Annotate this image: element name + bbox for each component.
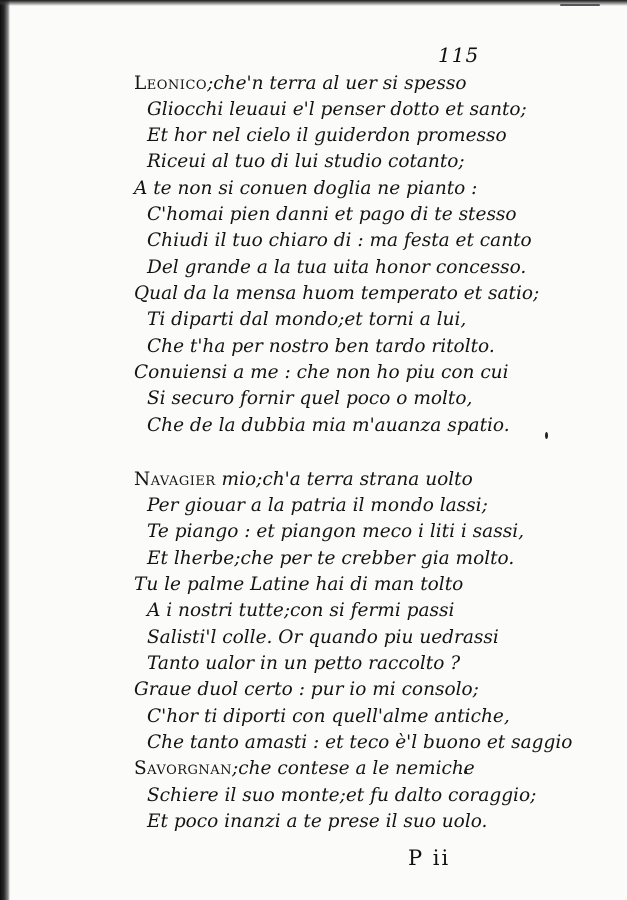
- verse-line: Gliocchi leuaui e'l penser dotto et santo;: [147, 99, 527, 120]
- verse-text: ;che contese a le nemiche: [232, 758, 475, 779]
- verse-line: [134, 467, 473, 493]
- verse-line: Et poco inanzi a te prese il suo uolo.: [147, 811, 488, 832]
- verse-line: Tanto ualor in un petto raccolto ?: [147, 653, 461, 674]
- verse-line: Del grande a la tua uita honor concesso.: [147, 257, 527, 278]
- page-shadow-left: [0, 0, 10, 900]
- verse-line: Salisti'l colle. Or quando piu uedrassi: [147, 627, 499, 648]
- verse-line: A i nostri tutte;con si fermi passi: [147, 600, 455, 621]
- addressee-name: Navagier: [134, 469, 216, 490]
- verse-line: Schiere il suo monte;et fu dalto coraggio;: [147, 785, 537, 806]
- verse-line: C'homai pien danni et pago di te stesso: [147, 204, 517, 225]
- verse-line: Ti diparti dal mondo;et torni a lui,: [147, 309, 467, 330]
- verse-text: ;che'n terra al uer si spesso: [207, 73, 467, 94]
- verse-line: Tu le palme Latine hai di man tolto: [134, 574, 464, 595]
- verse-line: A te non si conuen doglia ne pianto :: [134, 178, 478, 199]
- verse-line: Riceui al tuo di lui studio cotanto;: [147, 151, 465, 172]
- verse-line: Che tanto amasti : et teco è'l buono et saggio: [147, 732, 573, 753]
- verse-text: mio;ch'a terra strana uolto: [215, 469, 473, 490]
- verse-line: Si securo fornir quel poco o molto,: [147, 388, 473, 409]
- verse-line: Che de la dubbia mia m'auanza spatio.: [147, 415, 510, 436]
- verse-line: Chiudi il tuo chiaro di : ma festa et canto: [147, 230, 532, 251]
- verse-line: C'hor ti diporti con quell'alme antiche,: [147, 706, 510, 727]
- page-shadow-top: [0, 0, 627, 6]
- signature-mark: P ii: [408, 846, 451, 870]
- verse-line: Per giouar a la patria il mondo lassi;: [147, 495, 488, 516]
- page-number: 115: [438, 43, 480, 67]
- verse-line: Conuiensi a me : che non ho piu con cui: [134, 362, 509, 383]
- verse-line: Et hor nel cielo il guiderdon promesso: [147, 125, 507, 146]
- verse-line: [134, 756, 475, 782]
- verse-line: Te piango : et piangon meco i liti i sassi,: [147, 521, 524, 542]
- verse-line: Et lherbe;che per te crebber gia molto.: [147, 548, 515, 569]
- ink-speck: [560, 4, 600, 6]
- addressee-name: Savorgnan: [134, 758, 233, 779]
- verse-line: Che t'ha per nostro ben tardo ritolto.: [147, 336, 495, 357]
- verse-line: Graue duol certo : pur io mi consolo;: [134, 679, 479, 700]
- verse-line: Qual da la mensa huom temperato et satio;: [134, 283, 540, 304]
- addressee-name: Leonico: [134, 73, 208, 94]
- ink-speck: [545, 432, 548, 439]
- verse-line: [134, 71, 467, 97]
